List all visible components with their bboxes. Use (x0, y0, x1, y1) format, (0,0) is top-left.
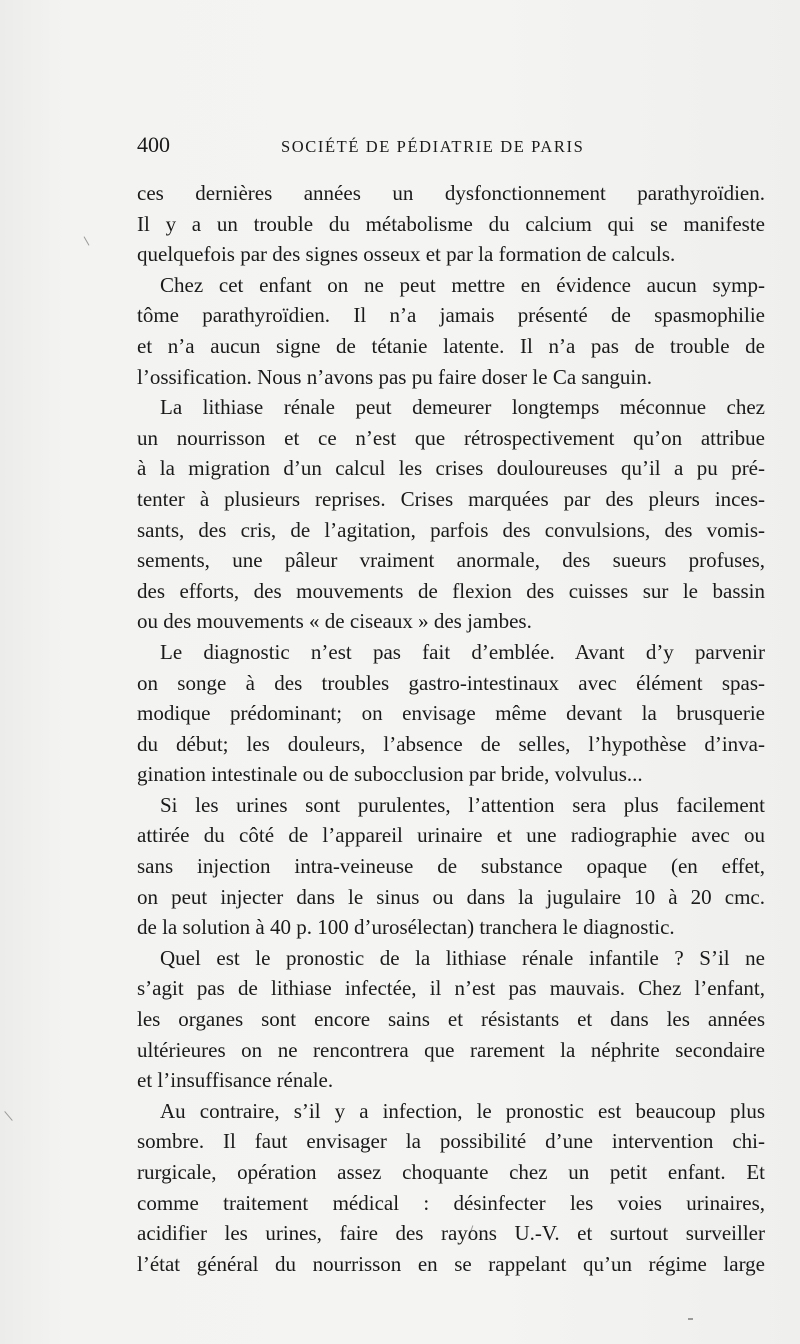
text-line: attirée du côté de l’appareil urinaire et une radiographie avec ou (137, 823, 765, 848)
running-title: SOCIÉTÉ DE PÉDIATRIE DE PARIS (281, 137, 585, 156)
text-line: Au contraire, s’il y a infection, le pronostic est beaucoup plus (160, 1098, 765, 1123)
text-line: Le diagnostic n’est pas fait d’emblée. Avant d’y parvenir (160, 639, 765, 664)
text-line: Chez cet enfant on ne peut mettre en évidence aucun symp- (160, 272, 765, 297)
text-line: tôme parathyroïdien. Il n’a jamais présenté de spasmophilie (137, 303, 765, 328)
text-line: ultérieures on ne rencontrera que rarement la néphrite secondaire (137, 1037, 765, 1062)
text-line: on peut injecter dans le sinus ou dans la jugulaire 10 à 20 cmc. (137, 884, 765, 909)
text-line: comme traitement médical : désinfecter les voies urinaires, (137, 1190, 765, 1215)
text-line: l’ossification. Nous n’avons pas pu faire doser le Ca sanguin. (137, 364, 652, 389)
text-line: les organes sont encore sains et résistants et dans les années (137, 1007, 765, 1032)
scan-speck (84, 236, 90, 245)
page-header (137, 132, 767, 162)
text-line: Si les urines sont purulentes, l’attention sera plus facilement (160, 792, 765, 817)
text-line: Il y a un trouble du métabolisme du calcium qui se manifeste (137, 211, 765, 236)
text-line: quelquefois par des signes osseux et par la formation de calculs. (137, 242, 676, 267)
text-line: acidifier les urines, faire des rayons U.-V. et surtout surveiller (137, 1221, 765, 1246)
text-line: gination intestinale ou de subocclusion par bride, volvulus... (137, 762, 643, 787)
text-line: un nourrisson et ce n’est que rétrospectivement qu’on attribue (137, 425, 765, 450)
text-line: tenter à plusieurs reprises. Crises marquées par des pleurs inces- (137, 486, 765, 511)
text-line: et l’insuffisance rénale. (137, 1068, 334, 1093)
page-number: 400 (137, 132, 170, 157)
text-line: du début; les douleurs, l’absence de selles, l’hypothèse d’inva- (137, 731, 765, 756)
scan-speck (688, 1318, 693, 1320)
text-line: Quel est le pronostic de la lithiase rénale infantile ? S’il ne (160, 945, 765, 970)
body-text (137, 178, 765, 1279)
text-line: modique prédominant; on envisage même devant la brusquerie (137, 701, 765, 726)
text-line: des efforts, des mouvements de flexion des cuisses sur le bassin (137, 578, 765, 603)
text-line: sants, des cris, de l’agitation, parfois des convulsions, des vomis- (137, 517, 765, 542)
text-line: l’état général du nourrisson en se rappelant qu’un régime large (137, 1251, 765, 1276)
text-line: sements, une pâleur vraiment anormale, des sueurs profuses, (137, 548, 765, 573)
text-line: sombre. Il faut envisager la possibilité d’une intervention chi- (137, 1129, 765, 1154)
text-line: s’agit pas de lithiase infectée, il n’est pas mauvais. Chez l’enfant, (137, 976, 765, 1001)
text-line: on songe à des troubles gastro-intestinaux avec élément spas- (137, 670, 765, 695)
text-line: rurgicale, opération assez choquante chez un petit enfant. Et (137, 1160, 765, 1184)
text-line: sans injection intra-veineuse de substance opaque (en effet, (137, 854, 765, 879)
text-line: ces dernières années un dysfonctionnement parathyroïdien. (137, 181, 765, 205)
text-line: La lithiase rénale peut demeurer longtemps méconnue chez (160, 395, 765, 420)
text-line: à la migration d’un calcul les crises douloureuses qu’il a pu pré- (137, 456, 765, 481)
text-line: et n’a aucun signe de tétanie latente. Il n’a pas de trouble de (137, 333, 765, 358)
scan-speck (4, 1111, 12, 1121)
text-line: de la solution à 40 p. 100 d’urosélectan) tranchera le diagnostic. (137, 915, 675, 940)
text-line: ou des mouvements « de ciseaux » des jambes. (137, 609, 532, 634)
